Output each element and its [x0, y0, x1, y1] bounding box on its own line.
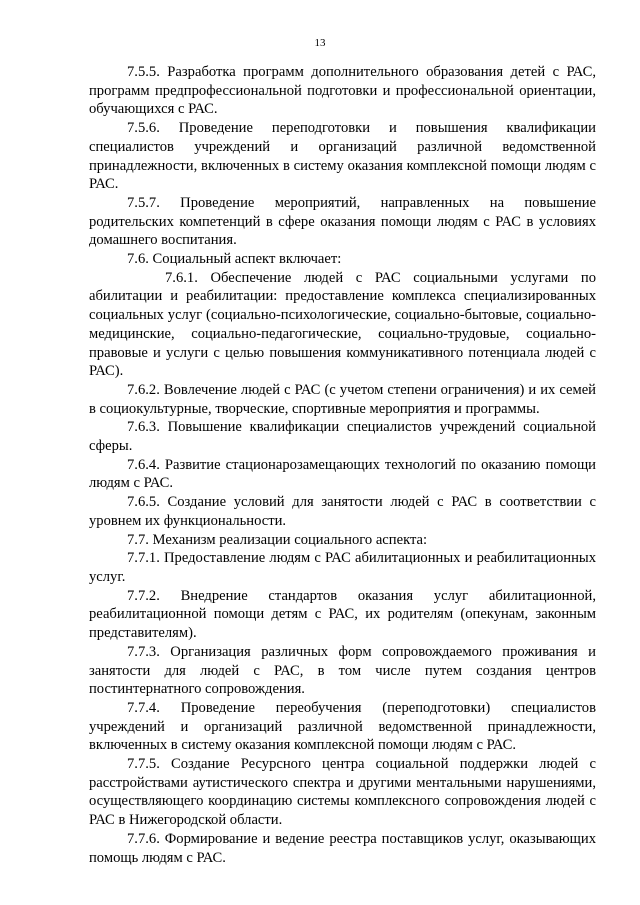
paragraph-7-5-5: 7.5.5. Разработка программ дополнительного образования детей с РАС, программ предпрофессиональной подготовки и профессиональной ориентации, обучающихся с РАС.	[89, 64, 596, 118]
section-heading-7-7: 7.7. Механизм реализации социального аспекта:	[127, 531, 428, 548]
paragraph-7-7-3: 7.7.3. Организация различных форм сопровождаемого проживания и занятости для людей с РАС, в том числе путем создания центров постинтернатного сопровождения.	[89, 643, 596, 698]
paragraph-7-6-4: 7.6.4. Развитие стационарозамещающих технологий по оказанию помощи людям с РАС.	[89, 456, 596, 492]
paragraph-7-7-6: 7.7.6. Формирование и ведение реестра поставщиков услуг, оказывающих помощь людям с РАС.	[89, 830, 596, 866]
paragraph-7-7-5: 7.7.5. Создание Ресурсного центра социальной поддержки людей с расстройствами аутистического спектра и другими ментальными нарушениями, осуществляющего координацию системы комплексного сопровождения людей с РАС в Нижегородской области.	[89, 756, 596, 829]
paragraph-7-6-3: 7.6.3. Повышение квалификации специалистов учреждений социальной сферы.	[89, 419, 596, 455]
paragraph-7-5-7: 7.5.7. Проведение мероприятий, направленных на повышение родительских компетенций в сфере оказания помощи людям с РАС в условиях домашнего воспитания.	[89, 194, 596, 249]
paragraph-7-6-5: 7.6.5. Создание условий для занятости людей с РАС в соответствии с уровнем их функциональности.	[89, 494, 596, 529]
document-body	[89, 63, 596, 867]
paragraph-7-5-6: 7.5.6. Проведение переподготовки и повышения квалификации специалистов учреждений и организаций различной ведомственной принадлежности, включенных в систему оказания комплексной помощи людям с РАС.	[89, 120, 596, 193]
paragraph-7-7-1: 7.7.1. Предоставление людям с РАС абилитационных и реабилитационных услуг.	[89, 550, 596, 585]
section-heading-7-6: 7.6. Социальный аспект включает:	[127, 251, 342, 268]
paragraph-7-6-2: 7.6.2. Вовлечение людей с РАС (с учетом степени ограничения) и их семей в социокультурные, творческие, спортивные мероприятия и программы.	[89, 381, 596, 417]
paragraph-7-7-2: 7.7.2. Внедрение стандартов оказания услуг абилитационной, реабилитационной помощи детям с РАС, их родителям (опекунам, законным представителям).	[89, 587, 596, 642]
paragraph-7-6-1: 7.6.1. Обеспечение людей с РАС социальными услугами по абилитации и реабилитации: предоставление комплекса специализированных социальных услуг (социально-психологические, социально-бытовые, социально-медицинские, социально-педагогические, социально-трудовые, социально-правовые и услуги с целью повышения коммуникативного потенциала людей с РАС).	[89, 269, 596, 380]
page-number: 13	[314, 37, 326, 49]
paragraph-7-7-4: 7.7.4. Проведение переобучения (переподготовки) специалистов учреждений и организаций различной ведомственной принадлежности, включенных в систему оказания комплексной помощи людям с РАС.	[89, 699, 596, 754]
